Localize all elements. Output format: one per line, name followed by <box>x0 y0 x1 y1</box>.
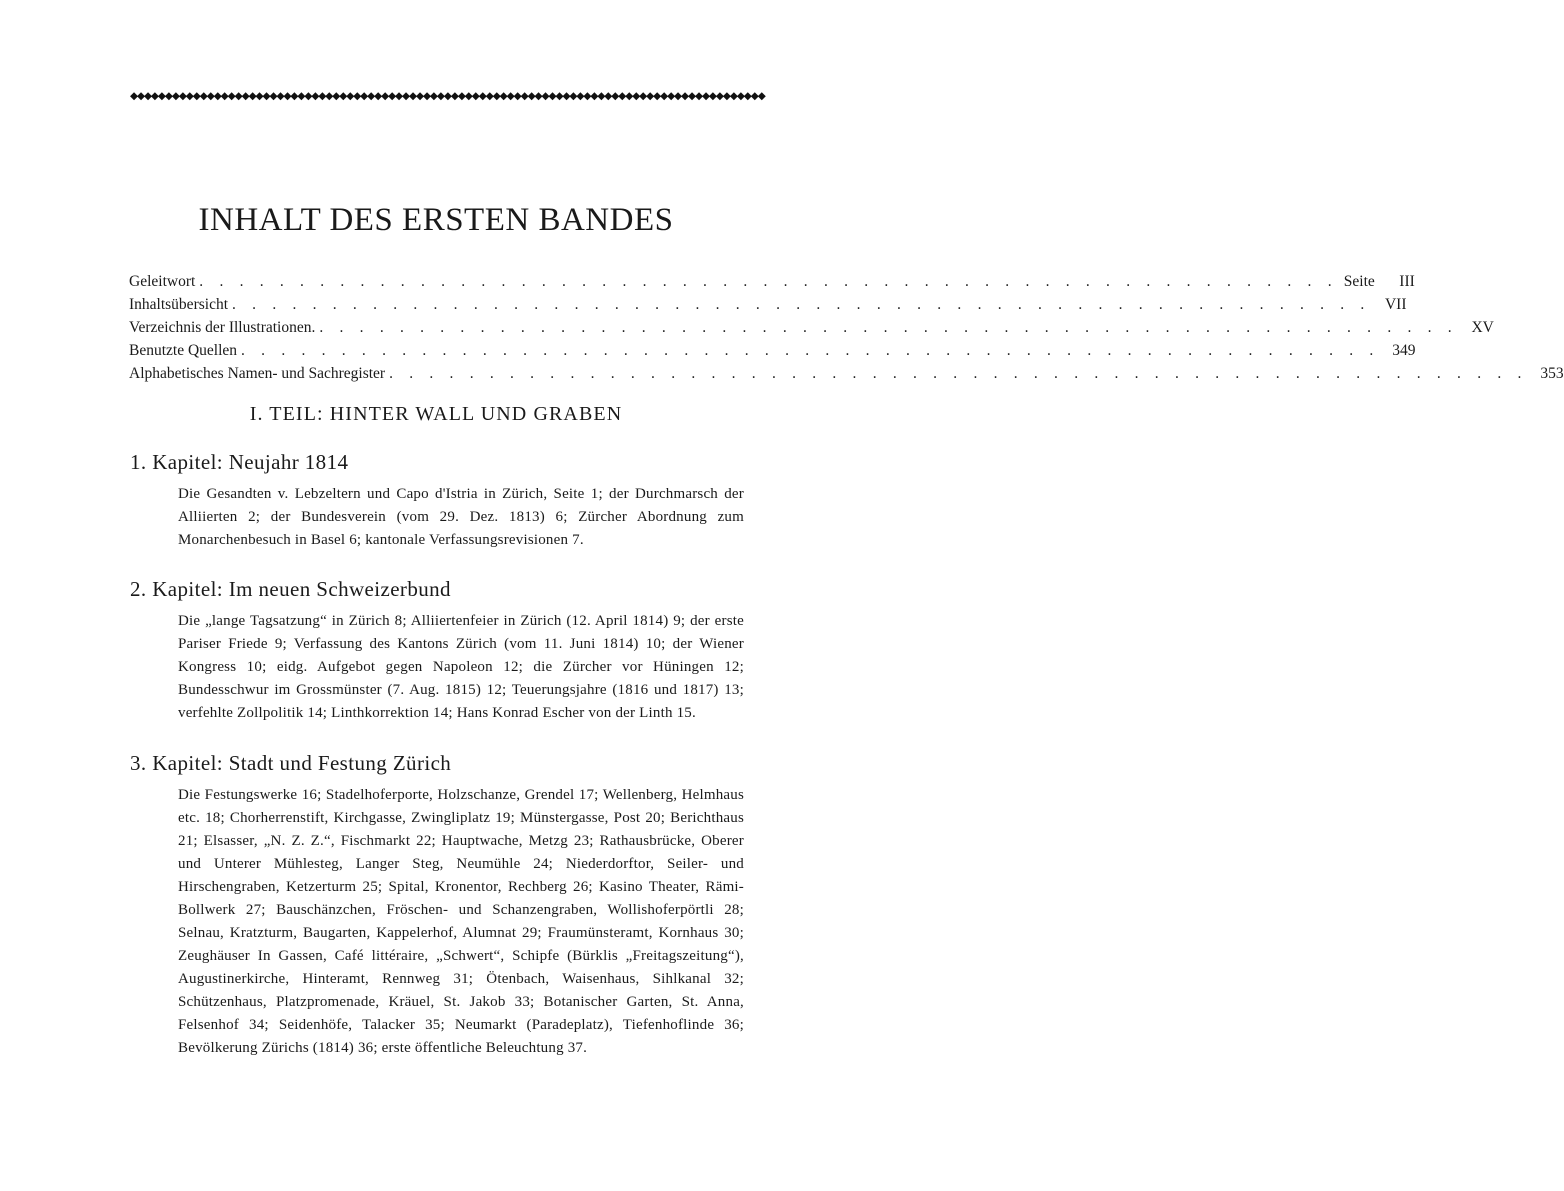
toc-entry-illustrationen <box>129 316 1494 339</box>
toc-entry-label: Benutzte Quellen <box>129 342 238 359</box>
toc-list <box>129 270 1564 385</box>
toc-entry-label: Inhaltsübersicht <box>129 296 229 313</box>
chapter-heading: 3. Kapitel: Stadt und Festung Zürich <box>130 751 452 775</box>
page-title: INHALT DES ERSTEN BANDES <box>198 202 674 238</box>
toc-entry-label: Alphabetisches Namen- und Sachregister <box>129 365 386 382</box>
toc-entry-quellen <box>129 339 1416 362</box>
chapter-3 <box>130 749 750 1060</box>
toc-entry-register <box>129 362 1564 385</box>
chapter-summary: Die Festungswerke 16; Stadelhoferporte, Holzschanze, Grendel 17; Wellenberg, Helmhaus etc. 18; Chorherrenstift, Kirchgasse, Zwingliplatz 19; Münstergasse, Post 20; Berichthaus 21; Elsasser, „N. Z. Z.“, Fischmarkt 22; Hauptwache, Metzg 23; Rathausbrücke, Oberer und Unterer Mühlesteg, Langer Steg, Neumühle 24; Niederdorftor, Seiler- und Hirschengraben, Ketzerturm 25; Spital, Kronentor, Rechberg 26; Kasino Theater, Rämi-Bollwerk 27; Bauschänzchen, Fröschen- und Schanzengraben, Wollishoferpörtli 28; Selnau, Kratzturm, Baugarten, Kappelerhof, Alumnat 29; Fraumünsteramt, Kornhaus 30; Zeughäuser In Gassen, Café littéraire, „Schwert“, Schipfe (Bürklis „Freitagszeitung“), Augustinerkirche, Hinteramt, Rennweg 31; Ötenbach, Waisenhaus, Sihlkanal 32; Schützenhaus, Platzpromenade, Kräuel, St. Jakob 33; Botanischer Garten, St. Anna, Felsenhof 34; Seidenhöfe, Talacker 35; Neumarkt (Paradeplatz), Tiefenhoflinde 36; Bevölkerung Zürichs (1814) 36; erste öffentliche Beleuchtung 37. <box>178 787 744 1056</box>
toc-entry-page: III <box>1399 273 1415 290</box>
toc-leader-dots: . . . . . . . . . . . . . . . . . . . . . . . . . . . . . . . . . . . . . . . . . . . . . . . . . . . . . . . . . <box>241 342 1380 359</box>
chapter-summary: Die „lange Tagsatzung“ in Zürich 8; Alliiertenfeier in Zürich (12. April 1814) 9; der erste Pariser Friede 9; Verfassung des Kantons Zürich (vom 11. Juni 1814) 10; der Wiener Kongress 10; eidg. Aufgebot gegen Napoleon 12; die Zürcher vor Hüningen 12; Bundesschwur im Grossmünster (7. Aug. 1815) 12; Teuerungsjahre (1816 und 1817) 13; verfehlte Zollpolitik 14; Linthkorrektion 14; Hans Konrad Escher von der Linth 15. <box>178 613 744 721</box>
toc-entry-inhaltsuebersicht <box>129 293 1407 316</box>
toc-entry-page: 349 <box>1392 342 1416 359</box>
toc-leader-dots: . . . . . . . . . . . . . . . . . . . . . . . . . . . . . . . . . . . . . . . . . . . . . . . . . . . . . . . . . <box>389 365 1528 382</box>
toc-entry-label: Geleitwort <box>129 273 196 290</box>
toc-entry-page: VII <box>1384 296 1407 313</box>
chapter-summary: Die Gesandten v. Lebzeltern und Capo d'Istria in Zürich, Seite 1; der Durchmarsch der Alliierten 2; der Bundesverein (vom 29. Dez. 1813) 6; Zürcher Abordnung zum Monarchenbesuch in Basel 6; kantonale Verfassungsrevisionen 7. <box>178 486 744 548</box>
ornament-rule: ◆◆◆◆◆◆◆◆◆◆◆◆◆◆◆◆◆◆◆◆◆◆◆◆◆◆◆◆◆◆◆◆◆◆◆◆◆◆◆◆◆◆◆◆◆◆◆◆◆◆◆◆◆◆◆◆◆◆◆◆◆◆◆◆◆◆◆◆◆◆◆◆◆◆◆◆◆◆◆◆◆◆◆◆◆◆◆◆◆◆◆ <box>130 90 765 102</box>
toc-leader-dots: . . . . . . . . . . . . . . . . . . . . . . . . . . . . . . . . . . . . . . . . . . . . . . . . . . . . . . . . . <box>232 296 1371 313</box>
toc-entry-page: 353 <box>1540 365 1564 382</box>
chapter-1 <box>130 448 750 552</box>
chapter-heading: 2. Kapitel: Im neuen Schweizerbund <box>130 577 451 601</box>
toc-leader-dots: . . . . . . . . . . . . . . . . . . . . . . . . . . . . . . . . . . . . . . . . . . . . . . . . . . . . . . . . . <box>199 273 1338 290</box>
toc-seite-label: Seite <box>1343 273 1375 290</box>
chapter-heading: 1. Kapitel: Neujahr 1814 <box>130 450 349 474</box>
toc-entry-label: Verzeichnis der Illustrationen. <box>129 319 316 336</box>
toc-leader-dots: . . . . . . . . . . . . . . . . . . . . . . . . . . . . . . . . . . . . . . . . . . . . . . . . . . . . . . . . . <box>319 319 1458 336</box>
toc-entry-page: XV <box>1471 319 1494 336</box>
toc-entry-geleitwort <box>129 270 1415 293</box>
part-heading: I. TEIL: HINTER WALL UND GRABEN <box>249 403 623 425</box>
chapter-2 <box>130 575 750 725</box>
